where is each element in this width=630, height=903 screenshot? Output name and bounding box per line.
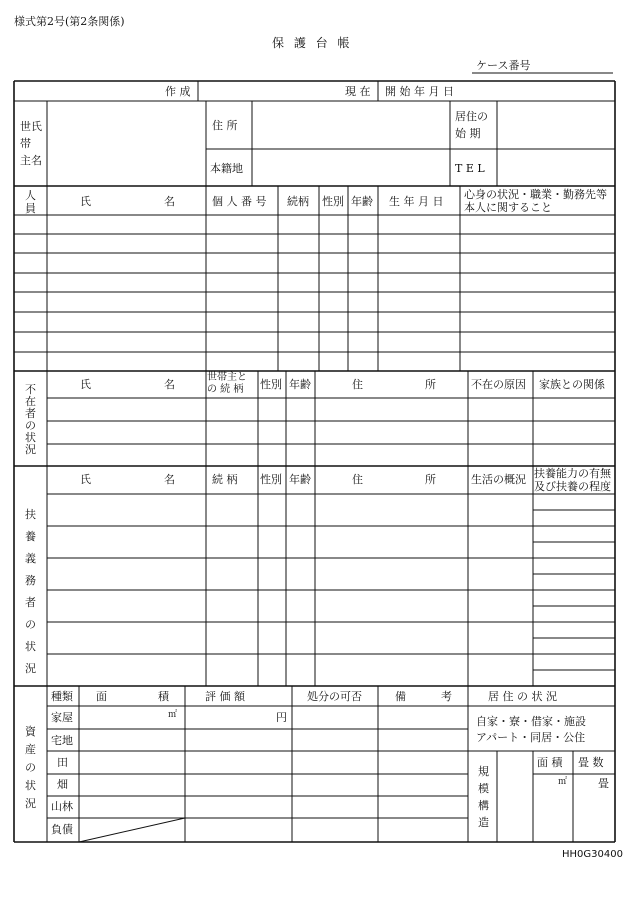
- relation-header: 世帯主と: [207, 372, 247, 383]
- name-header: 名: [164, 195, 175, 208]
- floor-area-header: 面 積: [537, 756, 563, 769]
- notes-header: 心身の状況・職業・勤務先等: [464, 188, 607, 201]
- support-side-label: 状: [25, 640, 36, 653]
- members-side-label: 員: [25, 202, 36, 215]
- current-label: 現 在: [345, 85, 371, 98]
- support-side-label: 者: [25, 596, 36, 609]
- age-header: 年齢: [351, 195, 373, 208]
- household-head-label: 世氏: [20, 120, 42, 133]
- asset-row-label: 負債: [51, 823, 73, 836]
- sqm-unit: ㎡: [558, 777, 568, 787]
- housing-type-options: 自家・寮・借家・施設: [476, 715, 586, 728]
- assets-side-label: の: [25, 761, 36, 774]
- asset-row-label: 山林: [51, 800, 73, 813]
- address-header: 住: [352, 378, 363, 391]
- birthdate-header: 生 年 月 日: [389, 195, 444, 208]
- tatami-unit: 畳: [598, 777, 609, 790]
- created-label: 作 成: [165, 85, 191, 98]
- support-side-label: 義: [25, 552, 36, 565]
- absent-side-label: 不: [25, 383, 36, 396]
- asset-row-label: 宅地: [51, 734, 73, 747]
- support-side-label: の: [25, 618, 36, 631]
- relation-header: 続柄: [287, 195, 309, 208]
- absent-side-label: 状: [25, 431, 36, 444]
- relation-header: の 続 柄: [207, 384, 244, 395]
- tatami-count-header: 畳 数: [578, 756, 604, 769]
- kind-header: 種類: [51, 690, 73, 703]
- support-side-label: 況: [25, 662, 36, 675]
- age-header: 年齢: [289, 378, 311, 391]
- relation-header: 続 柄: [212, 473, 238, 486]
- asset-row-label: 畑: [57, 778, 68, 791]
- scale-structure-label: 規: [478, 765, 489, 778]
- domicile-label: 本籍地: [210, 162, 243, 175]
- members-side-label: 人: [25, 189, 36, 202]
- address-header: 所: [425, 378, 436, 391]
- residence-status-header: 居 住 の 状 況: [488, 690, 557, 703]
- absent-side-label: 況: [25, 443, 36, 456]
- sqm-unit: ㎡: [168, 710, 178, 720]
- notes-header: 本人に関すること: [464, 201, 552, 214]
- name-header: 氏: [80, 195, 91, 208]
- address-header: 所: [425, 473, 436, 486]
- remarks-header: 備: [395, 690, 406, 703]
- assets-side-label: 況: [25, 797, 36, 810]
- personal-number-header: 個 人 番 号: [212, 195, 267, 208]
- remarks-header: 考: [441, 690, 452, 703]
- support-side-label: 養: [25, 530, 36, 543]
- assets-side-label: 産: [25, 743, 36, 756]
- assets-side-label: 資: [25, 725, 36, 738]
- area-header: 積: [158, 690, 169, 703]
- support-ability-header: 及び扶養の程度: [534, 480, 611, 493]
- gender-header: 性別: [260, 378, 282, 391]
- age-header: 年齢: [289, 473, 311, 486]
- name-header: 氏: [80, 473, 91, 486]
- form-code: HH0G30400: [562, 849, 623, 860]
- support-side-label: 務: [25, 574, 36, 587]
- asset-row-label: 家屋: [51, 711, 73, 724]
- assets-side-label: 状: [25, 779, 36, 792]
- absent-side-label: 在: [25, 395, 36, 408]
- support-ability-header: 扶養能力の有無: [534, 467, 611, 480]
- tel-label: T E L: [455, 162, 485, 175]
- absent-side-label: の: [25, 419, 36, 432]
- household-head-label: 帯: [20, 137, 31, 150]
- residence-start-label: 居住の: [455, 110, 488, 123]
- address-label: 住 所: [212, 119, 238, 132]
- scale-structure-label: 造: [478, 816, 489, 829]
- yen-unit: 円: [276, 711, 287, 724]
- gender-header: 性別: [260, 473, 282, 486]
- absent-side-label: 者: [25, 407, 36, 420]
- housing-type-options: アパート・同居・公住: [476, 731, 586, 744]
- start-date-label: 開 始 年 月 日: [385, 85, 454, 98]
- support-side-label: 扶: [25, 508, 36, 521]
- gender-header: 性別: [322, 195, 344, 208]
- disposal-header: 処分の可否: [307, 690, 362, 703]
- scale-structure-label: 構: [478, 799, 489, 812]
- asset-row-label: 田: [57, 756, 68, 769]
- page-title: 保 護 台 帳: [272, 36, 353, 50]
- family-relation-header: 家族との関係: [539, 378, 605, 391]
- area-header: 面: [96, 690, 107, 703]
- scale-structure-label: 模: [478, 782, 489, 795]
- name-header: 氏: [80, 378, 91, 391]
- address-header: 住: [352, 473, 363, 486]
- form-number: 様式第2号(第2条関係): [14, 15, 125, 28]
- household-head-label: 主名: [20, 154, 42, 167]
- living-status-header: 生活の概況: [471, 473, 526, 486]
- name-header: 名: [164, 378, 175, 391]
- absence-reason-header: 不在の原因: [471, 378, 526, 391]
- value-header: 評 価 額: [205, 690, 245, 703]
- name-header: 名: [164, 473, 175, 486]
- case-number-label: ケース番号: [476, 59, 531, 72]
- residence-start-label: 始 期: [455, 127, 481, 140]
